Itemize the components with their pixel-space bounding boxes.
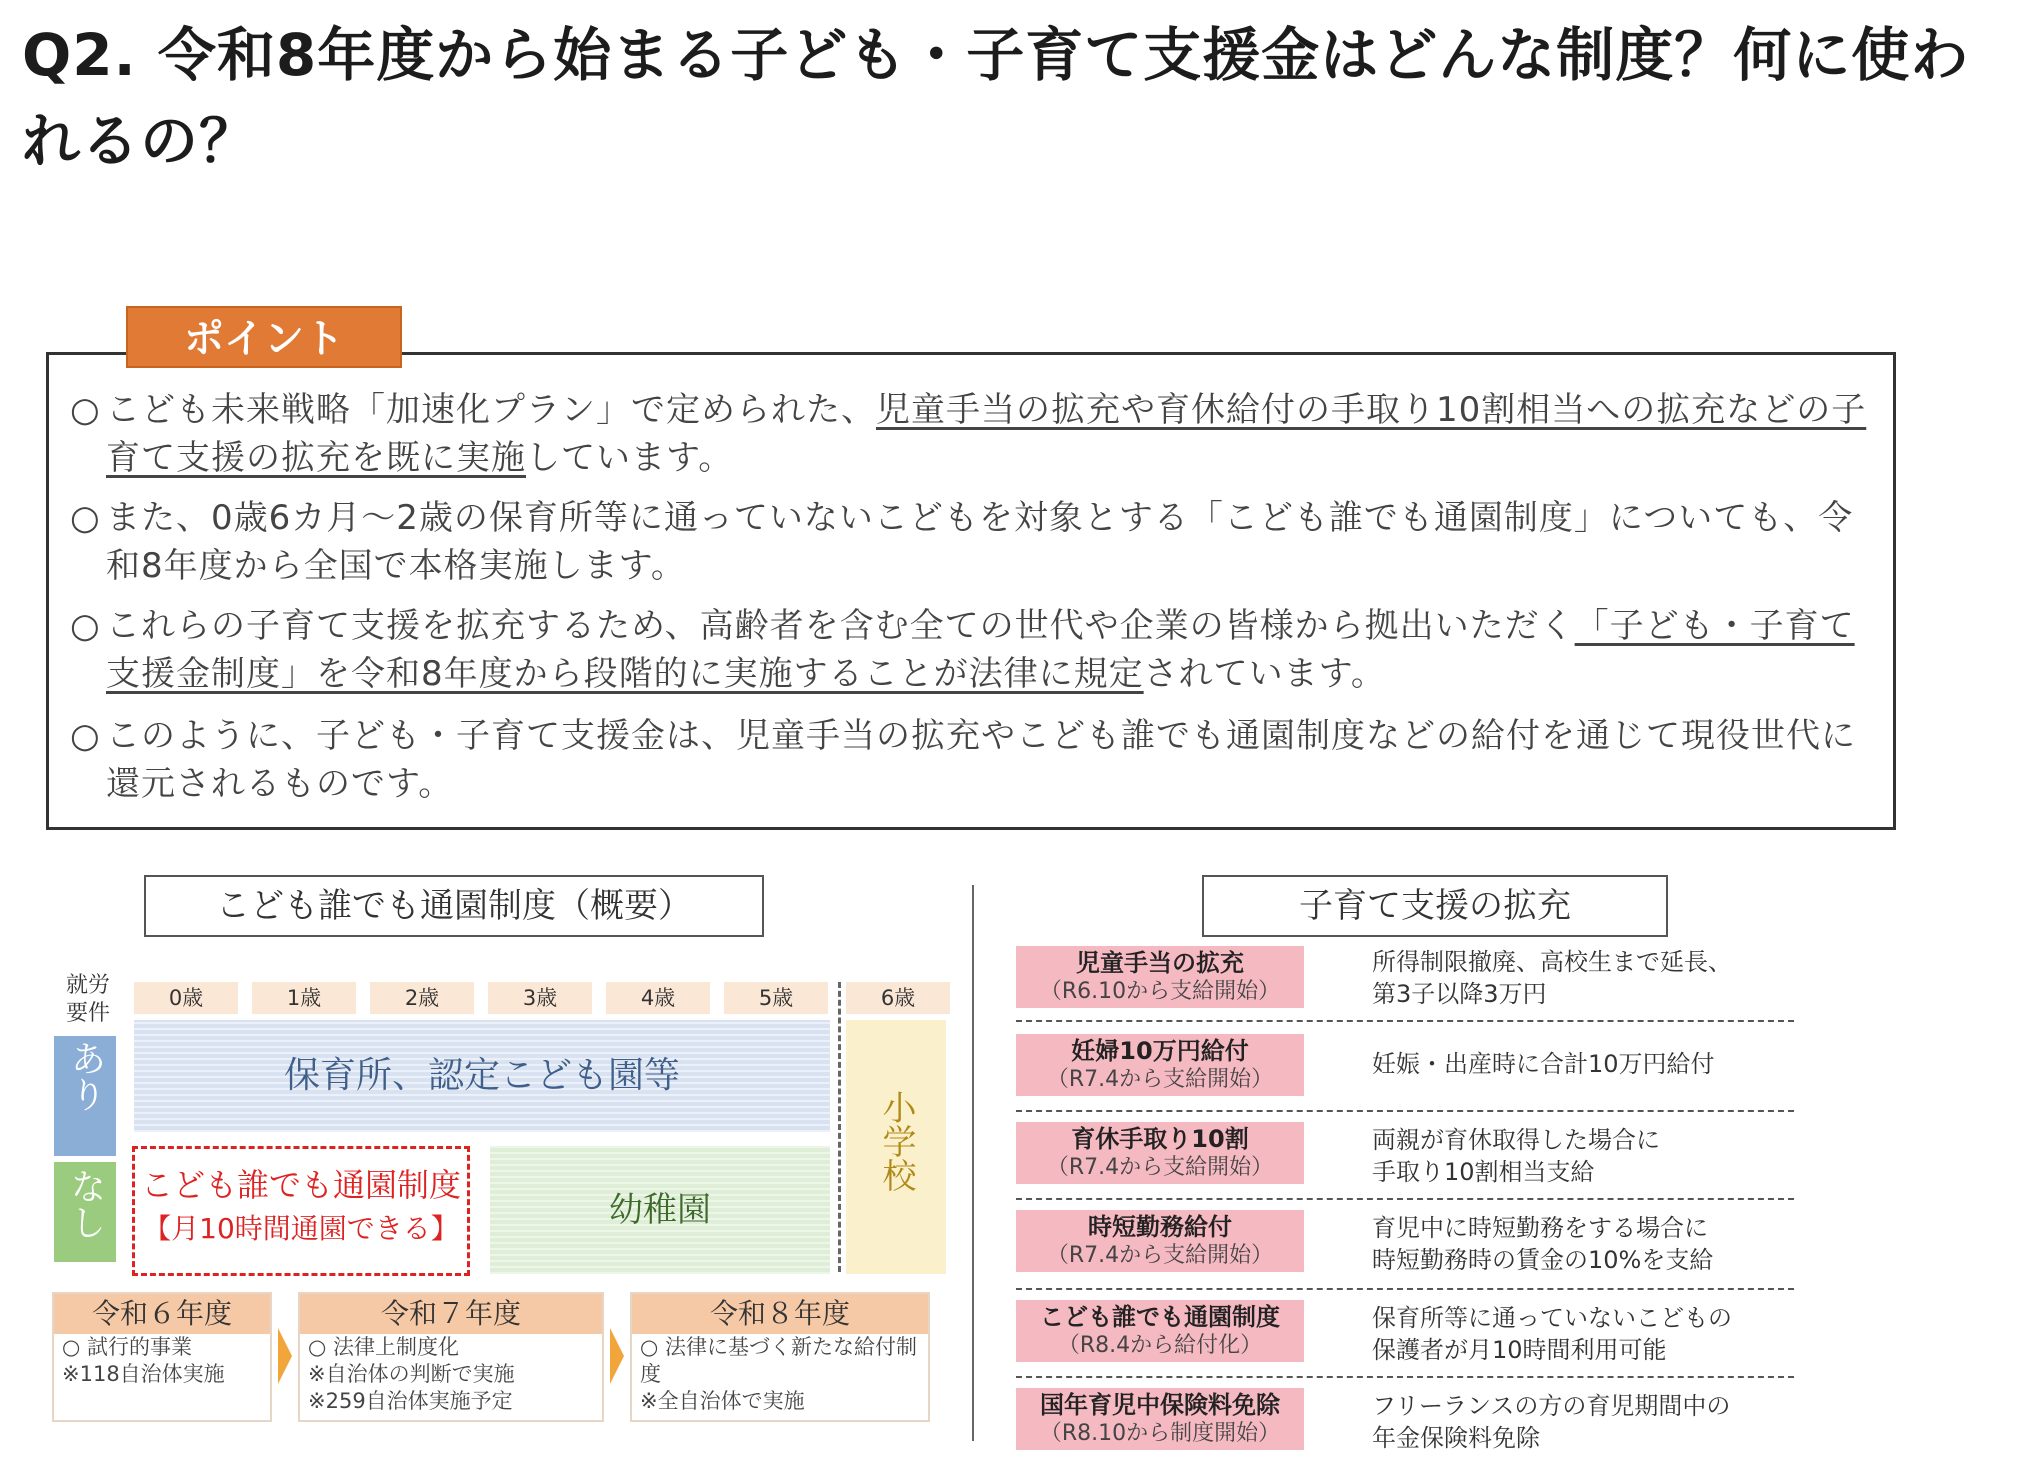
bullet-icon: ○: [70, 498, 101, 538]
year-column: 令和８年度 ○ 法律に基づく新たな給付制度 ※全自治体で実施: [630, 1292, 930, 1422]
work-requirement-label: 就労要件: [65, 973, 110, 1026]
year-column: 令和７年度 ○ 法律上制度化 ※自治体の判断で実施 ※259自治体実施予定: [298, 1292, 604, 1422]
benefit-label: 児童手当の拡充 （R6.10から支給開始）: [1016, 946, 1304, 1008]
year-title: 令和６年度: [54, 1294, 270, 1334]
point-item: ○ また、0歳6カ月～2歳の保育所等に通っていないこどもを対象とする「こども誰でも通園制度」についても、令和8年度から全国で本格実施します。: [70, 494, 1870, 590]
benefit-description: 両親が育休取得した場合に 手取り10割相当支給: [1372, 1126, 1660, 1186]
benefit-description: 保育所等に通っていないこどもの 保護者が月10時間利用可能: [1372, 1304, 1732, 1364]
benefit-label: 時短勤務給付 （R7.4から支給開始）: [1016, 1210, 1304, 1272]
benefit-label: こども誰でも通園制度 （R8.4から給付化）: [1016, 1300, 1304, 1362]
benefit-description: 所得制限撤廃、高校生まで延長、 第3子以降3万円: [1372, 948, 1732, 1008]
arrow-right-icon: [610, 1328, 624, 1384]
requirement-yes-label: あり: [54, 1036, 116, 1156]
year-column: 令和６年度 ○ 試行的事業 ※118自治体実施: [52, 1292, 272, 1422]
bullet-icon: ○: [70, 716, 101, 756]
age-label: 2歳: [370, 982, 474, 1014]
underlined-text: 児童手当の拡充や育休給付の手取り10割相当への拡充などの子育て支援の拡充を既に実施: [106, 390, 1867, 478]
underlined-text: 「子ども・子育て支援金制度」を令和8年度から段階的に実施することが法律に規定: [106, 606, 1855, 694]
point-item: ○ このように、子ども・子育て支援金は、児童手当の拡充やこども誰でも通園制度などの給付を通じて現役世代に還元されるものです。: [70, 712, 1870, 808]
column-divider: [972, 885, 974, 1441]
age-label: 1歳: [252, 982, 356, 1014]
point-item: ○ これらの子育て支援を拡充するため、高齢者を含む全ての世代や企業の皆様から拠出いただく「子ども・子育て支援金制度」を令和8年度から段階的に実施することが法律に規定されています。: [70, 602, 1870, 698]
benefit-label: 国年育児中保険料免除 （R8.10から制度開始）: [1016, 1388, 1304, 1450]
benefit-label: 育休手取り10割 （R7.4から支給開始）: [1016, 1122, 1304, 1184]
age-label: 4歳: [606, 982, 710, 1014]
benefit-description: 育児中に時短勤務をする場合に 時短勤務時の賃金の10%を支給: [1372, 1214, 1714, 1274]
daycare-for-all-title: こども誰でも通園制度: [140, 1166, 461, 1204]
daycare-for-all-block: [132, 1146, 470, 1276]
nursery-block: 保育所、認定こども園等: [134, 1020, 830, 1132]
nursery-system-title: こども誰でも通園制度（概要）: [144, 875, 764, 937]
age-label: 6歳: [846, 982, 950, 1014]
arrow-right-icon: [278, 1328, 292, 1384]
point-item: ○ こども未来戦略「加速化プラン」で定められた、児童手当の拡充や育休給付の手取り10割相当への拡充などの子育て支援の拡充を既に実施しています。: [70, 386, 1870, 482]
age-label: 0歳: [134, 982, 238, 1014]
bullet-icon: ○: [70, 390, 101, 430]
row-separator: [1016, 1288, 1794, 1290]
bullet-icon: ○: [70, 606, 101, 646]
row-separator: [1016, 1020, 1794, 1022]
age-six-divider: [838, 982, 841, 1272]
row-separator: [1016, 1376, 1794, 1378]
page-heading: Q2. 令和8年度から始まる子ども・子育て支援金はどんな制度？何に使われるの？: [22, 21, 1970, 175]
benefit-description: 妊娠・出産時に合計10万円給付: [1372, 1050, 1715, 1078]
row-separator: [1016, 1110, 1794, 1112]
benefit-description: フリーランスの方の育児期間中の 年金保険料免除: [1372, 1392, 1731, 1452]
childcare-expansion-title: 子育て支援の拡充: [1202, 875, 1668, 937]
requirement-no-label: なし: [54, 1162, 116, 1262]
daycare-for-all-subtitle: 【月10時間通園できる】: [143, 1212, 459, 1245]
benefit-label: 妊婦10万円給付 （R7.4から支給開始）: [1016, 1034, 1304, 1096]
year-title: 令和８年度: [632, 1294, 928, 1334]
age-label: 5歳: [724, 982, 828, 1014]
kindergarten-block: 幼稚園: [490, 1146, 830, 1274]
year-title: 令和７年度: [300, 1294, 602, 1334]
row-separator: [1016, 1198, 1794, 1200]
elementary-school-block: 小学校: [846, 1020, 946, 1274]
age-label: 3歳: [488, 982, 592, 1014]
point-tab-label: ポイント: [126, 306, 402, 368]
